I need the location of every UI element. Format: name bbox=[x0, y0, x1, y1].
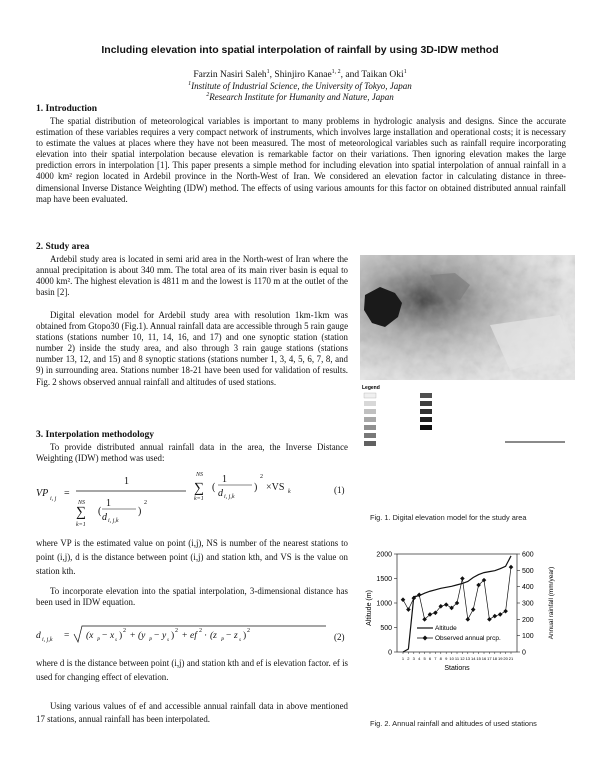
svg-text:(x: (x bbox=[86, 631, 94, 641]
y-right-axis-label: Annual rainfall (mm/year) bbox=[548, 566, 555, 640]
left-tick-label: 2000 bbox=[376, 551, 392, 559]
figure-2-chart bbox=[355, 548, 585, 673]
right-tick-label: 600 bbox=[522, 551, 534, 559]
x-tick-label: 10 bbox=[449, 656, 454, 661]
left-tick-label: 500 bbox=[380, 625, 392, 632]
svg-text:i, j: i, j bbox=[50, 496, 57, 502]
right-tick-label: 200 bbox=[522, 616, 534, 624]
right-tick-label: 100 bbox=[522, 633, 534, 641]
svg-text:i, j,k: i, j,k bbox=[224, 494, 235, 500]
interp-paragraph-2: To incorporate elevation into the spatial interpolation, 3-dimensional distance has been used in IDW equation. bbox=[36, 586, 348, 608]
svg-text:2: 2 bbox=[199, 628, 202, 634]
x-tick-label: 19 bbox=[497, 656, 503, 661]
x-tick-label: 15 bbox=[476, 656, 481, 661]
svg-text:NS: NS bbox=[78, 500, 86, 506]
interp-heading: 3. Interpolation methodology bbox=[36, 430, 154, 440]
svg-text:(z: (z bbox=[210, 631, 217, 641]
x-axis-ticks bbox=[402, 652, 514, 661]
x-tick-label: 8 bbox=[439, 656, 442, 661]
study-heading: 2. Study area bbox=[36, 242, 90, 252]
equation-2 bbox=[36, 622, 336, 650]
svg-text:2: 2 bbox=[175, 628, 178, 634]
svg-text:=: = bbox=[64, 631, 70, 641]
dem-legend-title: Legend bbox=[362, 385, 380, 391]
affiliation-1-sup: 1 bbox=[188, 81, 192, 87]
right-tick-label: 400 bbox=[522, 584, 534, 592]
svg-text:x: x bbox=[110, 631, 115, 641]
x-axis-label: Stations bbox=[444, 665, 470, 672]
x-tick-label: 2 bbox=[407, 656, 410, 661]
left-tick-label: 1500 bbox=[376, 576, 392, 583]
intro-heading: 1. Introduction bbox=[36, 104, 98, 114]
x-tick-label: 6 bbox=[428, 656, 432, 661]
svg-text:2: 2 bbox=[123, 628, 126, 634]
x-tick-label: 7 bbox=[434, 656, 437, 661]
paper-title: Including elevation into spatial interpolation of rainfall by using 3D-IDW method bbox=[101, 44, 499, 56]
svg-text:−: − bbox=[102, 631, 108, 641]
equation-2-number: (2) bbox=[334, 632, 345, 642]
affiliation-1-text: Institute of Industrial Science, the University of Tokyo, Japan bbox=[191, 81, 412, 91]
author-2: , Shinjiro Kanae bbox=[269, 70, 332, 81]
svg-text:×VS: ×VS bbox=[266, 482, 285, 493]
svg-text:NS: NS bbox=[196, 472, 204, 478]
svg-text:k=1: k=1 bbox=[194, 496, 204, 502]
svg-text:+: + bbox=[130, 631, 136, 641]
svg-text:ef: ef bbox=[190, 631, 197, 641]
svg-text:−: − bbox=[154, 631, 160, 641]
svg-text:s: s bbox=[167, 638, 169, 643]
svg-text:2: 2 bbox=[247, 628, 250, 634]
y-left-axis-label: Altitude (m) bbox=[366, 590, 373, 626]
svg-text:∑: ∑ bbox=[76, 505, 86, 520]
svg-text:): ) bbox=[243, 631, 247, 641]
author-3-sup: 1 bbox=[403, 69, 407, 75]
svg-text:s: s bbox=[239, 638, 241, 643]
equation-1-number: (1) bbox=[334, 485, 345, 495]
right-axis-ticks bbox=[517, 552, 534, 657]
equation-1 bbox=[36, 466, 356, 532]
x-tick-label: 9 bbox=[445, 656, 448, 661]
svg-text:2: 2 bbox=[144, 500, 147, 506]
svg-text:s: s bbox=[115, 638, 117, 643]
affiliation-2-sup: 2 bbox=[206, 92, 210, 98]
svg-text:y: y bbox=[162, 631, 167, 641]
x-tick-label: 11 bbox=[454, 656, 460, 661]
svg-text:): ) bbox=[119, 631, 123, 641]
svg-text:k=1: k=1 bbox=[76, 522, 86, 528]
svg-text:d: d bbox=[102, 512, 107, 523]
right-tick-label: 300 bbox=[522, 600, 534, 608]
svg-text:d: d bbox=[36, 631, 41, 641]
svg-text:P: P bbox=[221, 638, 225, 643]
svg-text:(y: (y bbox=[138, 631, 146, 641]
svg-text:1: 1 bbox=[222, 474, 227, 485]
svg-text:VP: VP bbox=[36, 488, 49, 499]
where-2: where d is the distance between point (i,j) and station kth and ef is elevation factor. ef is used for changing effect of elevation. bbox=[36, 658, 348, 682]
svg-text:z: z bbox=[234, 631, 238, 641]
left-tick-label: 1000 bbox=[376, 600, 392, 608]
x-tick-label: 14 bbox=[470, 656, 476, 661]
author-3: , and Taikan Oki bbox=[340, 70, 404, 81]
left-axis-ticks bbox=[376, 552, 397, 657]
x-tick-label: 21 bbox=[508, 656, 514, 661]
x-tick-label: 12 bbox=[460, 656, 465, 661]
x-tick-label: 4 bbox=[418, 656, 421, 661]
svg-text:d: d bbox=[218, 488, 223, 499]
svg-text:∑: ∑ bbox=[194, 481, 204, 496]
x-tick-label: 5 bbox=[423, 656, 426, 661]
svg-text:−: − bbox=[226, 631, 232, 641]
x-tick-label: 20 bbox=[503, 656, 508, 661]
svg-text:): ) bbox=[171, 631, 175, 641]
figure-1-dem-map bbox=[360, 255, 575, 515]
svg-text:i, j,k: i, j,k bbox=[108, 518, 119, 524]
svg-text:=: = bbox=[64, 488, 70, 499]
author-2-sup: 1, 2 bbox=[331, 69, 341, 75]
svg-text:k: k bbox=[288, 489, 291, 495]
svg-text:P: P bbox=[149, 638, 153, 643]
svg-text:2: 2 bbox=[260, 474, 263, 480]
svg-text:P: P bbox=[97, 638, 101, 643]
svg-text:): ) bbox=[254, 482, 258, 493]
author-1: Farzin Nasiri Saleh bbox=[193, 70, 267, 81]
interp-paragraph-1: To provide distributed annual rainfall data in the area, the Inverse Distance Weighting (IDW) method was used: bbox=[36, 442, 348, 464]
x-tick-label: 1 bbox=[401, 656, 405, 661]
x-tick-label: 18 bbox=[492, 656, 498, 661]
right-tick-label: 0 bbox=[522, 649, 526, 657]
svg-text:i, j,k: i, j,k bbox=[42, 637, 53, 643]
figure-1-caption: Fig. 1. Digital elevation model for the study area bbox=[370, 513, 527, 522]
figure-2-caption: Fig. 2. Annual rainfall and altitudes of used stations bbox=[370, 719, 537, 728]
study-paragraph-2: Digital elevation model for Ardebil study area with resolution 1km-1km was obtained from Gtopo30 (Fig.1). Annual rainfall data are accessible through 5 rain gauge stations (stations number 10, 11, 14, 16, and 17) and one synoptic station (station number 2) inside the study area, and also through 3 rain gauge stations (stations number 13, 12, and 15) and 8 synoptic stations (stations number 1, 3, 4, 5, 6, 7, 8, and 9) in surrounding area. Stations number 18-21 have been used for validation of results. Fig. 2 shows observed annual rainfall and altitudes of used stations. bbox=[36, 310, 349, 387]
svg-text:1: 1 bbox=[106, 498, 111, 509]
legend-rainfall-label: Observed annual prcp. bbox=[435, 635, 501, 642]
left-tick-label: 0 bbox=[388, 649, 392, 657]
svg-text:+: + bbox=[182, 631, 188, 641]
x-tick-label: 17 bbox=[487, 656, 492, 661]
legend-altitude-label: Altitude bbox=[435, 625, 457, 632]
intro-paragraph: The spatial distribution of meteorological variables is important to many problems in hydrologic analysis and designs. Since the accurate estimation of these variables requires a very compact network of instruments, which involves large installation and operational costs; it is necessary to estimate the values at places where they have not been measured. The most of meteorological variables such as rainfall require incorporating elevation into their spatial interpolation because elevation is remarkable factor on their variations. Then ignoring elevation makes the large prediction errors in interpolation [1]. This paper presents a simple method for including elevation into spatial interpolation of annual rainfall in a 4000 km² region located in Ardebil province in the North-West of Iran. We considered an elevation factor in calculating distance in three-dimensional Inverse Distance Weighting (IDW) method. The effects of using various amounts for this factor on obtained distributed annual rainfall map have been evaluated. bbox=[36, 116, 566, 204]
svg-text:·: · bbox=[204, 631, 208, 641]
x-tick-label: 13 bbox=[465, 656, 471, 661]
dem-legend-swatches bbox=[364, 393, 432, 446]
study-paragraph-1: Ardebil study area is located in semi arid area in the North-west of Iran where the annual precipitation is about 340 mm. The total area of its main river basin is equal to 4000 km². The highest elevation is 4811 m and the lowest is 1170 m at the outlet of the basin [2]. bbox=[36, 254, 348, 298]
x-tick-label: 16 bbox=[481, 656, 487, 661]
svg-text:(: ( bbox=[212, 482, 216, 493]
affiliation-2-text: Research Institute for Humanity and Nature, Japan bbox=[209, 92, 394, 102]
svg-text:1: 1 bbox=[124, 476, 129, 487]
author-1-sup: 1 bbox=[266, 69, 270, 75]
svg-text:(: ( bbox=[98, 506, 102, 517]
x-tick-label: 3 bbox=[412, 656, 415, 661]
right-tick-label: 500 bbox=[522, 567, 534, 575]
interp-paragraph-3: Using various values of ef and accessible annual rainfall data in above mentioned 17 stations, annual rainfall has been interpolated. bbox=[36, 701, 348, 724]
affiliation-2 bbox=[0, 90, 600, 103]
where-1: where VP is the estimated value on point (i,j), NS is number of the nearest stations to point (i,j), d is the distance between point (i,j) and station kth, and VS is the value on station kth. bbox=[36, 538, 348, 576]
svg-text:): ) bbox=[138, 506, 142, 517]
